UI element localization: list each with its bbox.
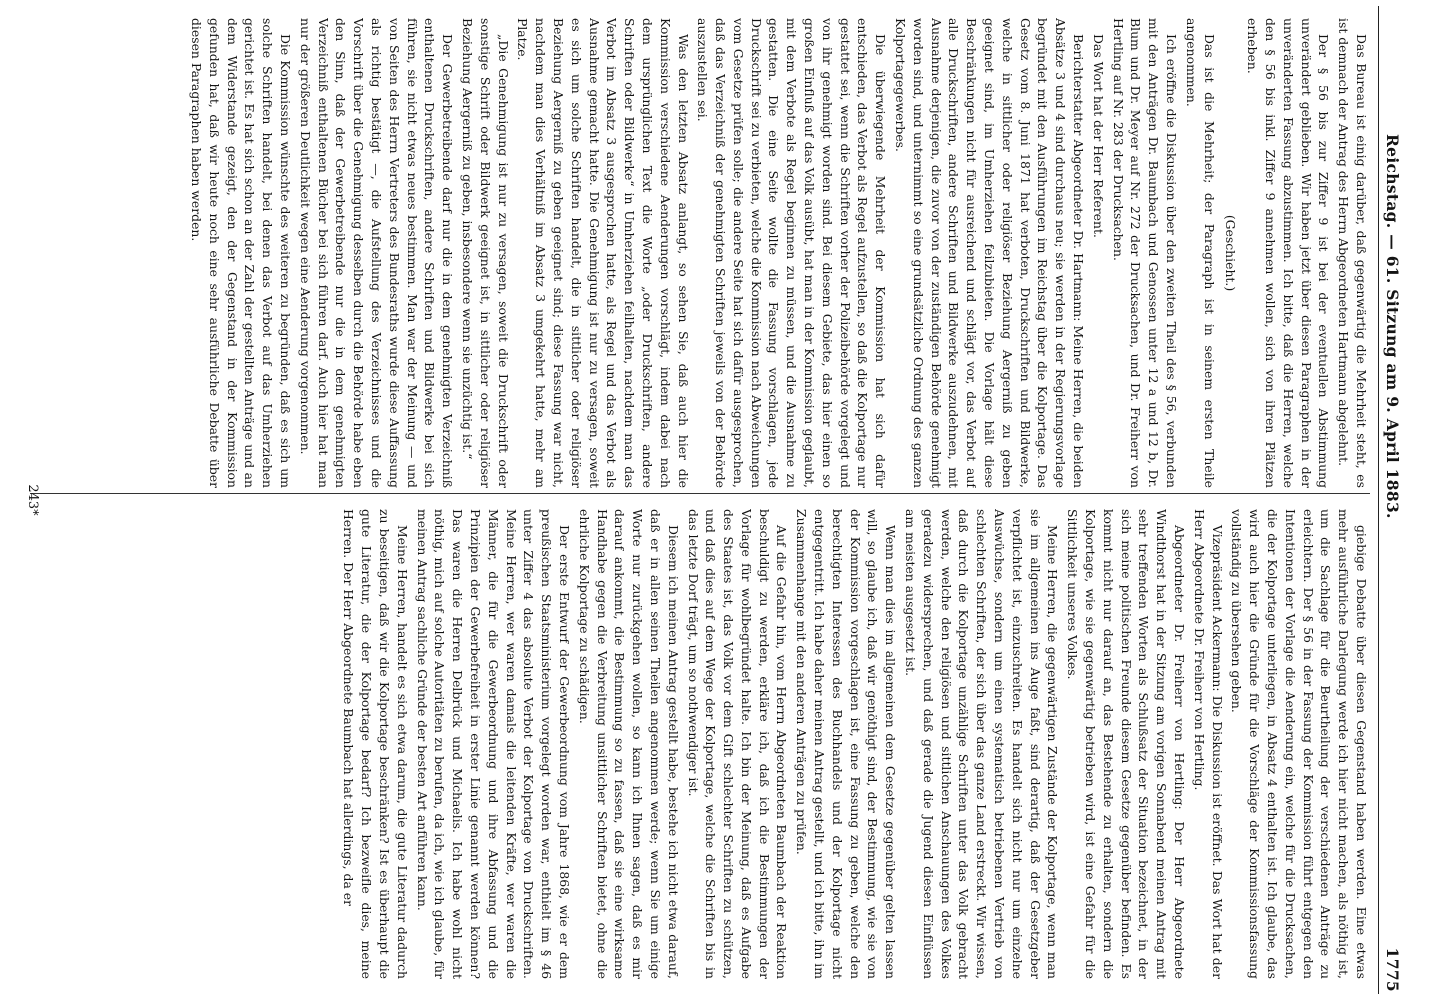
text-column-right [30,509,1370,979]
paragraph: Das Bureau ist einig darüber, daß gegenwärtig die Mehrheit steht, es ist demnach der Antrag des Herrn Abgeordneten Hartmann abgelehnt. [1336,18,1369,488]
speaker-paragraph: Vizepräsident Ackermann: Die Diskussion ist eröffnet. Das Wort hat der Herr Abgeordnete Dr. Freiherr von Hertling. [1191,509,1225,979]
paragraph: Abgeordneter Dr. Freiherr von Hertling: Der Herr Abgeordnete Windthorst hat in der Sitzung am vorigen Sonnabend meinen Antrag mit sehr treffenden Worten als Schlußsatz der Situation bezeichnet, in der sich meine politischen Freunde diesem Gesetze gegenüber befinden. Es kommt nicht nur darauf an, das Bestehende zu erhalten, sondern die Kolportage, wie sie gegenwärtig betrieben wird, ist eine Gefahr für die Sittlichkeit unseres Volkes. [1065,509,1188,979]
paragraph: Die überwiegende Mehrheit der Kommission hat sich dafür entschieden, das Verbot als Regel aufzustellen, so daß die Kolportage nur gestattet sei, wenn die Schriften vorher der Polizeibehörde vorgelegt und von ihr genehmigt worden sind. Bei diesem Gebiete, das hier einen so großen Einfluß auf das Volk ausübt, hat man in der Kommission geglaubt, mit dem Verbote als Regel beginnen zu müssen, und die Ausnahme zu gestatten. Die eine Seite wollte die Fassung vorschlagen, jede Druckschrift sei zu verbieten, welche die Kommission nach Abweichungen vom Gesetze prüfen solle; die andere Seite hat sich dafür ausgesprochen, daß das Verzeichniß der genehmigten Schriften jeweils von der Behörde auszustellen sei. [695,18,889,488]
signature-mark: 243* [25,484,40,516]
paragraph: Meine Herren, handelt es sich etwa darum, die gute Literatur dadurch zu beseitigen, daß wir die Kolportage beschränken? Ist es überhaupt die gute Literatur, die der Kolportage bedarf? Ich bezweifle dies, meine Herren. Der Herr Abgeordnete Baumbach hat allerdings, da er [341,509,410,979]
paragraph: Wenn man dies im allgemeinen dem Gesetze gegenüber gelten lassen will, so glaube ich, daß wir genöthigt sind, der Bestimmung, wie sie von der Kommission vorgeschlagen ist, eine Fassung zu geben, welche den berechtigten Interessen des Buchhandels und der Kolportage nicht entgegentritt. Ich habe daher meinen Antrag gestellt, und ich bitte, ihn im Zusammenhange mit den anderen Anträgen zu prüfen. [794,509,899,979]
text-column-left [30,18,1370,488]
paragraph: Der § 56 bis zur Ziffer 9 ist bei der eventuellen Abstimmung unverändert geblieben. Wir haben jetzt über diesen Paragraphen in der unveränderten Fassung abzustimmen. Ich bitte, daß die Herren, welche den § 56 bis inkl. Ziffer 9 annehmen wollen, sich von ihren Plätzen erheben. [1245,18,1332,488]
paragraph: Auf die Gefahr hin, vom Herrn Abgeordneten Baumbach der Reaktion beschuldigt zu werden, erkläre ich, daß ich die Bestimmungen der Vorlage für wohlbegründet halte. Ich bin der Meinung, daß es Aufgabe des Staates ist, das Volk vor dem Gift schlechter Schriften zu schützen, und daß dies auf dem Wege der Kolportage, welche die Schriften bis in das letzte Dorf trägt, um so nothwendiger ist. [685,509,790,979]
paragraph: Was den letzten Absatz anlangt, so sehen Sie, daß auch hier die Kommission verschiedene Aenderungen vorschlägt, indem dabei nach dem ursprünglichen Text die Worte „oder Druckschriften, andere Schriften oder Bildwerke“ in Umherziehen feilhalten, nachdem man das Verbot im Absatz 3 ausgesprochen hatte, als Regel und das Verbot als Ausnahme gemacht hatte. Die Genehmigung ist nur zu versagen, soweit es sich um solche Schriften handelt, die in sittlicher oder religiöser Beziehung Aergerniß zu geben geeignet sind; diese Fassung war nicht, nachdem man dies Verhältniß im Absatz 3 umgekehrt hatte, mehr am Platze. [515,18,691,488]
page-header [1378,6,1426,994]
paragraph: Das ist die Mehrheit; der Paragraph ist in seinem ersten Theile angenommen. [1183,18,1217,488]
paragraph: „Die Genehmigung ist nur zu versagen, soweit die Druckschrift oder sonstige Schrift oder Bildwerk geeignet ist, in sittlicher oder religiöser Beziehung Aergerniß zu geben, insbesondere wenn sie unzüchtig ist.“ [459,18,511,488]
paragraph: Das Wort hat der Herr Referent. [1090,34,1106,238]
column-divider [30,493,1370,494]
paragraph: Der erste Entwurf der Gewerbeordnung vom Jahre 1868, wie er dem preußischen Staatsministerium vorgelegt worden war, enthielt im § 46 unter Ziffer 4 das absolute Verbot der Kolportage von Druckschriften. Meine Herren, wer waren damals die leitenden Kräfte, wer waren die Männer, die für die Gewerbeordnung und ihre Abfassung und die Prinzipien der Gewerbefreiheit in erster Linie genannt werden können? Das waren die Herren Delbrück und Michaelis. Ich habe wohl nicht nöthig, mich auf solche Autoritäten zu berufen, da ich, wie ich glaube, für meinen Antrag sachliche Gründe der besten Art anführen kann. [414,509,572,979]
page-number: 1775 [1383,947,1402,992]
paragraph: Ich eröffne die Diskussion über den zweiten Theil des § 56, verbunden mit den Anträgen Dr. Baumbach und Genossen unter 12 a und 12 b, Dr. Blum und Dr. Meyer auf Nr. 272 der Drucksachen, und Dr. Freiherr von Hertling auf Nr. 283 der Drucksachen. [1110,18,1180,488]
running-head: Reichstag. — 61. Sitzung am 9. April 1883. [1383,134,1402,519]
paragraph: giebige Debatte über diesen Gegenstand haben werden. Eine etwas mehr ausführliche Darlegung werde ich hier nicht machen, als nöthig ist, um die Sachlage für die Beurtheilung der verschiedenen Anträge zu erleichtern. Der § 56 in der Fassung der Kommission führt entgegen den Intentionen der Vorlage die Aenderung ein, welche für die Drucksachen, die der Kolportage unterliegen, in Absatz 4 enthalten ist. Ich glaube, das wird auch hier die Gründe für die Vorschläge der Kommissionsfassung vollständig zu übersehen geben. [1229,509,1369,979]
paragraph: Diesem ich meinen Antrag gestellt habe, bestehe ich nicht etwa darauf, daß er in allen seinen Theilen angenommen werde; wenn Sie um einige Worte nur zurückgehen wollen, so kann ich Ihnen sagen, daß es mir darauf ankommt, die Bestimmung so zu fassen, daß sie eine wirksame Handhabe gegen die Verbreitung unsittlicher Schriften bietet, ohne die ehrliche Kolportage zu schädigen. [576,509,681,979]
paragraph: Die Kommission wünschte des weiteren zu begründen, daß es sich um solche Schriften handelt, bei denen das Verbot auf das Umherziehen gerichtet ist. Es hat sich schon an der Zahl der gestellten Anträge und an dem Widerstande gezeigt, den der Gegenstand in der Kommission gefunden hat, daß wir heute noch eine sehr ausführliche Debatte über diesen Paragraphen haben werden. [189,18,293,488]
paragraph: Meine Herren, die gegenwärtigen Zustände der Kolportage, wenn man sie im allgemeinen ins Auge faßt, sind derartig, daß der Gesetzgeber verpflichtet ist, einzuschreiten. Es handelt sich nicht nur um einzelne Auswüchse, sondern um einen systematisch betriebenen Vertrieb von schlechten Schriften, der sich über das ganze Land erstreckt. Wir wissen, daß durch die Kolportage unzählige Schriften unter das Volk gebracht werden, welche den religiösen und sittlichen Anschauungen des Volkes geradezu widersprechen, und daß gerade die Jugend diesen Einflüssen am meisten ausgesetzt ist. [903,509,1061,979]
paragraph: Der Gewerbetreibende darf nur die in dem genehmigten Verzeichniß enthaltenen Druckschriften, andere Schriften und Bildwerke bei sich führen, sie nicht etwas neues bestimmen. Man war der Meinung — und von Seiten des Herrn Vertreters des Bundesraths wurde diese Auffassung als richtig bestätigt —, die Aufstellung des Verzeichnisses und die Vorschrift über die Genehmigung desselben durch die Behörde habe eben den Sinn, daß der Gewerbetreibende nur die in dem genehmigten Verzeichniß enthaltenen Bücher bei sich führen darf. Auch hier hat man nur der größeren Deutlichkeit wegen eine Aenderung vorgenommen. [297,18,456,488]
paragraph: Berichterstatter Abgeordneter Dr. Hartmann: Meine Herren, die beiden Absätze 3 und 4 sind durchaus neu; sie werden in der Regierungsvorlage begründet mit den Ausführungen im Reichstag über die Kolportage. Das Gesetz vom 8. Juni 1871 hat verboten, Druckschriften und Bildwerke, welche in sittlicher oder religiöser Beziehung Aergerniß zu geben geeignet sind, im Umherziehen feilzubieten. Die Vorlage hält diese Beschränkungen nicht für ausreichend und schlägt vor, das Verbot auf alle Druckschriften, andere Schriften und Bildwerke auszudehnen, mit Ausnahme derjenigen, die zuvor von der zuständigen Behörde genehmigt worden sind, und unternimmt so eine grundsätzliche Ordnung des ganzen Kolportagegewerbes. [893,18,1087,488]
header-rule [1378,6,1379,994]
stage-direction: (Geschieht.) [1223,214,1239,292]
